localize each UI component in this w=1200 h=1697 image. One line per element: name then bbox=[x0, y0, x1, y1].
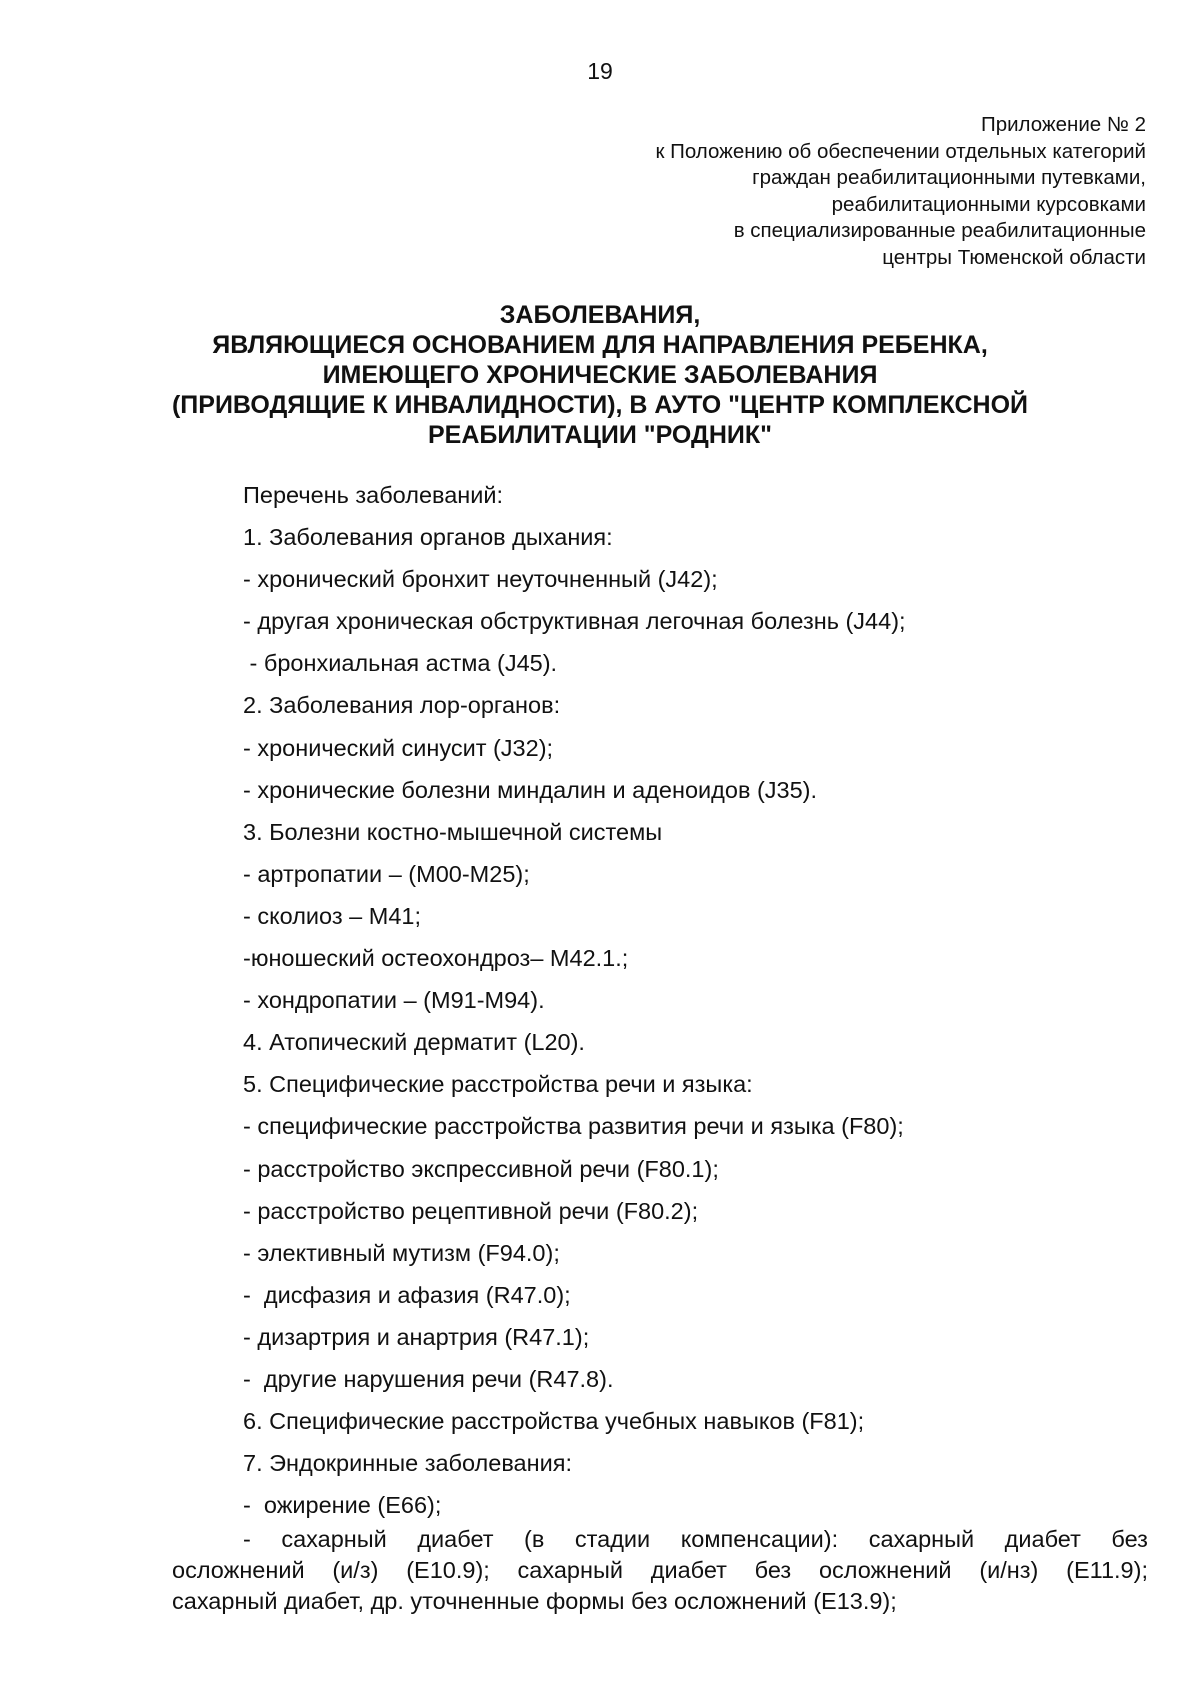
list-item: 6. Специфические расстройства учебных навыков (F81); bbox=[243, 1408, 865, 1435]
list-item: - сколиоз – М41; bbox=[243, 902, 421, 929]
list-heading: Перечень заболеваний: bbox=[243, 482, 504, 508]
list-item: - расстройство рецептивной речи (F80.2); bbox=[243, 1197, 699, 1224]
word: компенсации): bbox=[680, 1526, 839, 1552]
title-line: РЕАБИЛИТАЦИИ "РОДНИК" bbox=[427, 421, 772, 449]
title-line: ЯВЛЯЮЩИЕСЯ ОСНОВАНИЕМ ДЛЯ НАПРАВЛЕНИЯ РЕБЕНКА, bbox=[212, 331, 988, 359]
word: (E10.9); bbox=[406, 1557, 490, 1583]
appendix-line: граждан реабилитационными путевками, bbox=[752, 166, 1146, 190]
list-item: - дисфазия и афазия (R47.0); bbox=[243, 1281, 571, 1308]
paragraph-line-2 bbox=[172, 1555, 1148, 1586]
word: (в bbox=[524, 1526, 545, 1552]
list-item: -юношеский остеохондроз– М42.1.; bbox=[243, 945, 629, 972]
list-item: - специфические расстройства развития речи и языка (F80); bbox=[243, 1113, 904, 1140]
diabetes-paragraph bbox=[172, 1524, 1148, 1617]
word: осложнений bbox=[172, 1557, 305, 1583]
word: (и/з) bbox=[332, 1557, 379, 1583]
word: без bbox=[754, 1557, 792, 1583]
paragraph-line-3: сахарный диабет, др. уточненные формы без осложнений (E13.9); bbox=[172, 1588, 897, 1614]
page-number: 19 bbox=[587, 58, 613, 84]
title-line: (ПРИВОДЯЩИЕ К ИНВАЛИДНОСТИ), В АУТО "ЦЕНТР КОМПЛЕКСНОЙ bbox=[171, 391, 1029, 419]
title-line: ИМЕЮЩЕГО ХРОНИЧЕСКИЕ ЗАБОЛЕВАНИЯ bbox=[322, 361, 878, 389]
word: (и/нз) bbox=[979, 1557, 1039, 1583]
document-title bbox=[0, 300, 1200, 450]
list-item: 4. Атопический дерматит (L20). bbox=[243, 1029, 585, 1056]
word: диабет bbox=[650, 1557, 727, 1583]
list-item: 5. Специфические расстройства речи и языка: bbox=[243, 1071, 753, 1098]
word: сахарный bbox=[281, 1526, 387, 1552]
appendix-line: центры Тюменской области bbox=[882, 245, 1146, 269]
list-item: - хондропатии – (М91-М94). bbox=[243, 987, 545, 1014]
word: сахарный bbox=[868, 1526, 975, 1552]
list-item: - дизартрия и анартрия (R47.1); bbox=[243, 1323, 590, 1350]
word: сахарный bbox=[517, 1557, 623, 1583]
word: без bbox=[1111, 1526, 1148, 1552]
list-item: - хронический бронхит неуточненный (J42); bbox=[243, 566, 718, 593]
title-line: ЗАБОЛЕВАНИЯ, bbox=[499, 301, 701, 329]
appendix-line: в специализированные реабилитационные bbox=[733, 219, 1146, 243]
list-item: - расстройство экспрессивной речи (F80.1); bbox=[243, 1155, 719, 1182]
list-item: - другие нарушения речи (R47.8). bbox=[243, 1365, 614, 1392]
disease-list bbox=[243, 481, 1148, 1533]
list-item: - бронхиальная астма (J45). bbox=[243, 650, 558, 677]
appendix-header bbox=[446, 112, 1146, 272]
list-item: 3. Болезни костно-мышечной системы bbox=[243, 818, 663, 845]
word: диабет bbox=[417, 1526, 494, 1552]
word: осложнений bbox=[818, 1557, 952, 1583]
list-item: 1. Заболевания органов дыхания: bbox=[243, 524, 613, 551]
appendix-line: Приложение № 2 bbox=[980, 113, 1146, 136]
list-item: - артропатии – (М00-М25); bbox=[243, 860, 530, 887]
word: стадии bbox=[574, 1526, 651, 1552]
appendix-line: к Положению об обеспечении отдельных категорий bbox=[655, 139, 1146, 163]
word: (E11.9); bbox=[1066, 1557, 1148, 1583]
list-item: 2. Заболевания лор-органов: bbox=[243, 692, 561, 719]
appendix-line: реабилитационными курсовками bbox=[831, 192, 1146, 216]
list-item: - ожирение (E66); bbox=[243, 1492, 442, 1519]
list-item: - хронический синусит (J32); bbox=[243, 734, 554, 761]
paragraph-line-1 bbox=[172, 1524, 1148, 1555]
word: - bbox=[243, 1526, 251, 1552]
list-item: - хронические болезни миндалин и аденоидов (J35). bbox=[243, 776, 818, 803]
list-item: 7. Эндокринные заболевания: bbox=[243, 1450, 572, 1477]
list-item: - элективный мутизм (F94.0); bbox=[243, 1239, 560, 1266]
word: диабет bbox=[1004, 1526, 1081, 1552]
list-item: - другая хроническая обструктивная легочная болезнь (J44); bbox=[243, 608, 906, 635]
